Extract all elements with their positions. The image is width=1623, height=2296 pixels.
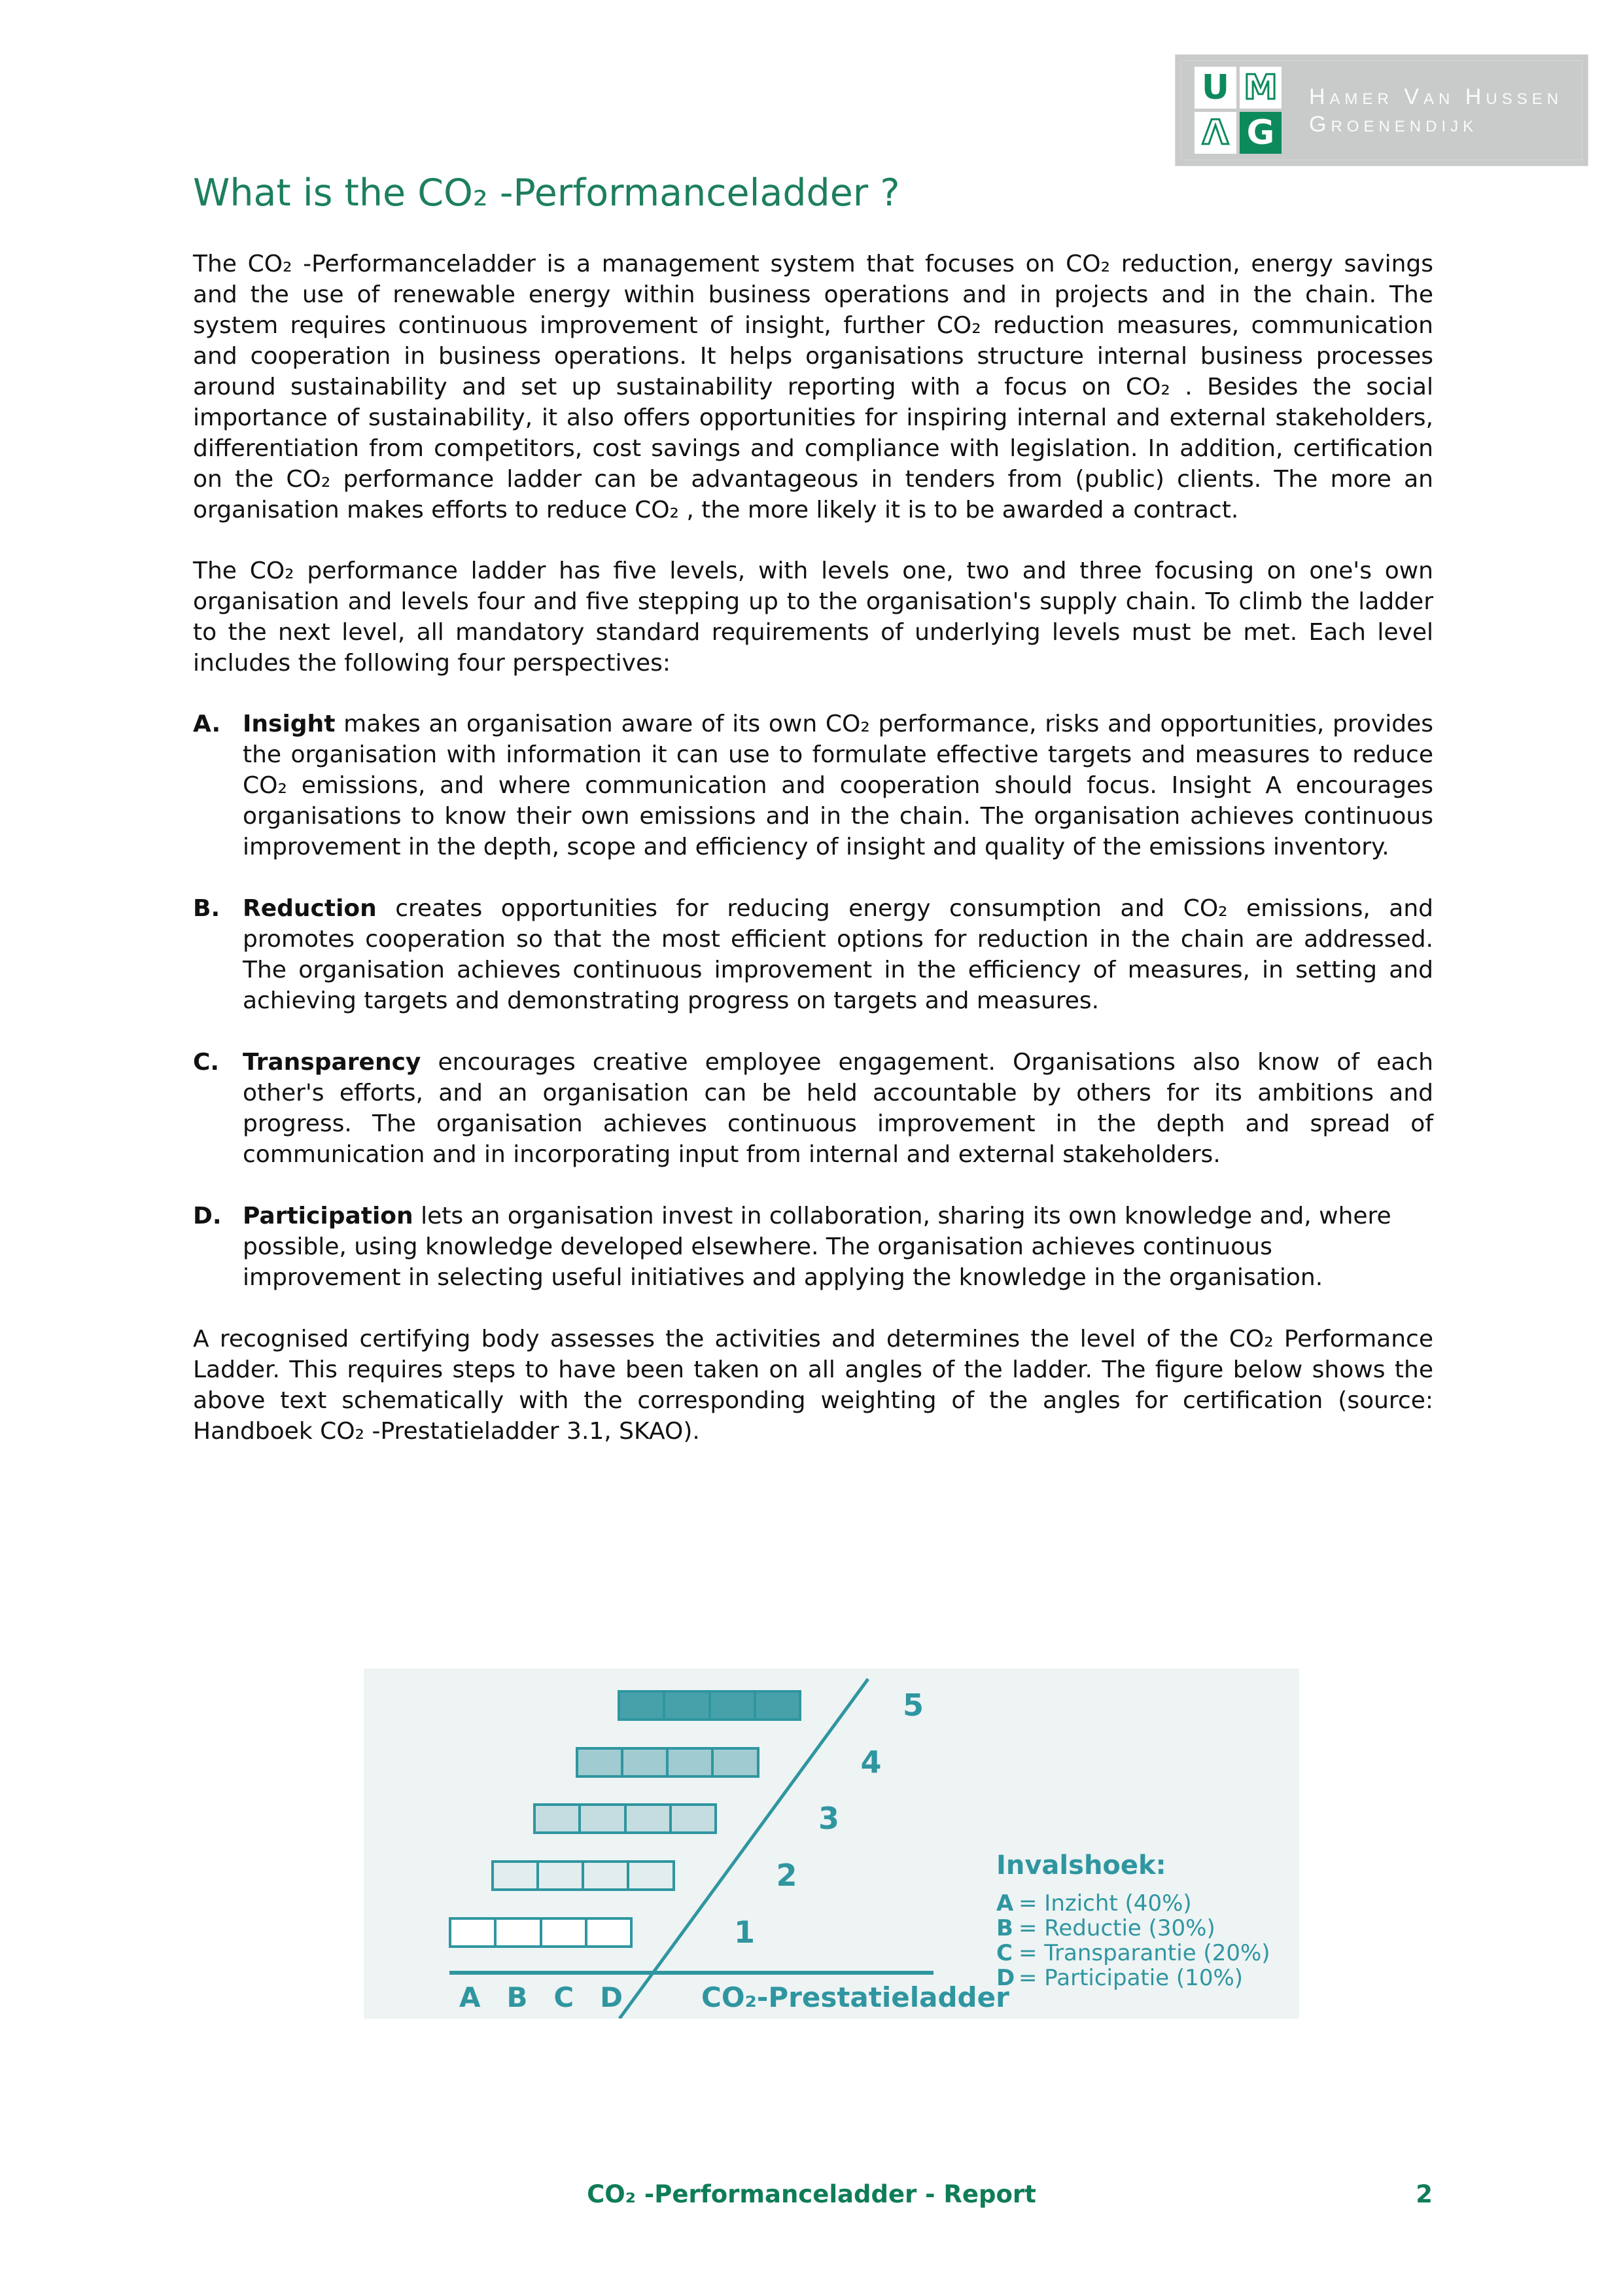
ladder-level-4 [576,1747,759,1778]
footer-title: CO₂ -Performanceladder - Report [587,2180,1036,2208]
footer-page-number: 2 [1416,2180,1433,2208]
ladder-cell [624,1806,669,1831]
legend-item-text: = Inzicht (40%) [1019,1890,1192,1916]
item-text: lets an organisation invest in collaboration, sharing its own knowledge and, where possible, using knowledge developed elsewhere. The organisation achieves continuous improvement in selecting useful initiatives and applying the knowledge in the organisation. [243,1203,1391,1291]
ladder-level-2 [491,1860,675,1891]
item-term: Transparency [243,1049,421,1076]
legend-title: Invalshoek: [996,1850,1166,1881]
ladder-cell [711,1750,756,1775]
ladder-level-1 [449,1917,633,1948]
ladder-cell [708,1693,754,1718]
item-term: Participation [243,1203,413,1229]
perspective-item-reduction [193,893,1433,1016]
ladder-level-3 [533,1803,717,1834]
company-logo [1175,54,1588,166]
figure-legend [996,1850,1284,1990]
ladder-cell [754,1693,799,1718]
item-term: Reduction [243,895,377,922]
logo-text [1309,83,1563,138]
ladder-cell [627,1863,672,1888]
level-number-5: 5 [903,1687,924,1723]
legend-item-letter: C [996,1940,1013,1966]
level-number-3: 3 [818,1801,840,1837]
ladder-cell [578,1806,623,1831]
ladder-level-5 [618,1690,801,1721]
ladder-cell [585,1920,630,1945]
item-letter: C. [193,1049,220,1076]
legend-item-B [996,1916,1284,1941]
axis-letter-A: A [459,1981,481,2013]
axis-letters [459,1981,623,2013]
ladder-cell [451,1920,494,1945]
item-text: creates opportunities for reducing energy consumption and CO₂ emissions, and promotes cooperation so that the most efficient options for reduction in the chain are addressed. The organisation achieves continuous improvement in the efficiency of measures, in setting and achieving targets and demonstrating progress on targets and measures. [243,895,1433,1014]
axis-title: CO₂-Prestatieladder [701,1981,1009,2013]
axis-letter-C: C [553,1981,574,2013]
perspective-item-participation [193,1201,1433,1293]
intro-paragraph-2: The CO₂ performance ladder has five levels, with levels one, two and three focusing on one's own organisation and levels four and five stepping up to the organisation's supply chain. To climb the ladder to the next level, all mandatory standard requirements of underlying levels must be met. Each level includes the following four perspectives: [193,557,1433,677]
axis-letter-D: D [600,1981,623,2013]
ladder-cell [669,1806,714,1831]
item-letter: B. [193,895,220,922]
item-letter: D. [193,1203,222,1229]
logo-monogram-icon [1195,67,1282,154]
logo-line-2: Groenendijk [1309,111,1478,137]
intro-paragraph-1: The CO₂ -Performanceladder is a management system that focuses on CO₂ reduction, energy savings and the use of renewable energy within business operations and in projects and in the chain. The system requires continuous improvement of insight, further CO₂ reduction measures, communication and cooperation in business operations. It helps organisations structure internal business processes around sustainability and set up sustainability reporting with a focus on CO₂ . Besides the social importance of sustainability, it also offers opportunities for inspiring internal and external stakeholders, differentiation from competitors, cost savings and compliance with legislation. In addition, certification on the CO₂ performance ladder can be advantageous in tenders from (public) clients. The more an organisation makes efforts to reduce CO₂ , the more likely it is to be awarded a contract. [193,251,1433,523]
closing-paragraph: A recognised certifying body assesses the activities and determines the level of the CO₂ Performance Ladder. This requires steps to have been taken on all angles of the ladder. The figure below shows the above text schematically with the corresponding weighting of the angles for certification (source: Handboek CO₂ -Prestatieladder 3.1, SKAO). [193,1326,1433,1445]
item-letter: A. [193,711,221,737]
legend-item-text: = Transparantie (20%) [1019,1940,1270,1966]
ladder-cell [536,1806,578,1831]
ladder-cell [494,1920,539,1945]
ladder-cell [666,1750,711,1775]
monogram-tile-u: U [1195,67,1236,109]
logo-line-1: Hamer Van Hussen [1309,84,1563,109]
monogram-tile-lambda: Λ [1195,112,1236,154]
legend-item-C [996,1941,1284,1966]
axis-line [449,1971,934,1975]
ladder-cell [582,1863,627,1888]
item-term: Insight [243,711,336,737]
legend-item-text: = Reductie (30%) [1019,1915,1215,1941]
ladder-cell [536,1863,582,1888]
perspective-item-transparency [193,1047,1433,1170]
ladder-cell [621,1750,666,1775]
legend-item-letter: A [996,1890,1014,1916]
page-title: What is the CO₂ -Performanceladder ? [193,171,900,215]
level-number-1: 1 [734,1915,756,1950]
monogram-tile-g: G [1240,112,1282,154]
axis-letter-B: B [506,1981,528,2013]
ladder-cell [540,1920,585,1945]
legend-item-A [996,1891,1284,1916]
monogram-tile-m: M [1240,67,1282,109]
legend-items [996,1891,1284,1990]
ladder-cell [663,1693,708,1718]
level-number-2: 2 [776,1858,797,1894]
legend-item-text: = Participatie (10%) [1019,1965,1244,1991]
ladder-cell [494,1863,536,1888]
text-block [193,171,1433,1477]
level-number-4: 4 [860,1744,882,1780]
legend-item-D [996,1966,1284,1990]
perspective-item-insight [193,709,1433,862]
ladder-cell [578,1750,621,1775]
legend-item-letter: D [996,1965,1015,1991]
item-text: makes an organisation aware of its own CO₂ performance, risks and opportunities, provides the organisation with information it can use to formulate effective targets and measures to reduce CO₂ emissions, and where communication and cooperation should focus. Insight A encourages organisations to know their own emissions and in the chain. The organisation achieves continuous improvement in the depth, scope and efficiency of insight and quality of the emissions inventory. [243,711,1433,860]
performance-ladder-figure [364,1669,1299,2019]
ladder-cell [620,1693,663,1718]
item-text: encourages creative employee engagement. Organisations also know of each other's efforts, and an organisation can be held accountable by others for its ambitions and progress. The organisation achieves continuous improvement in the depth and spread of communication and in incorporating input from internal and external stakeholders. [243,1049,1433,1168]
legend-item-letter: B [996,1915,1013,1941]
